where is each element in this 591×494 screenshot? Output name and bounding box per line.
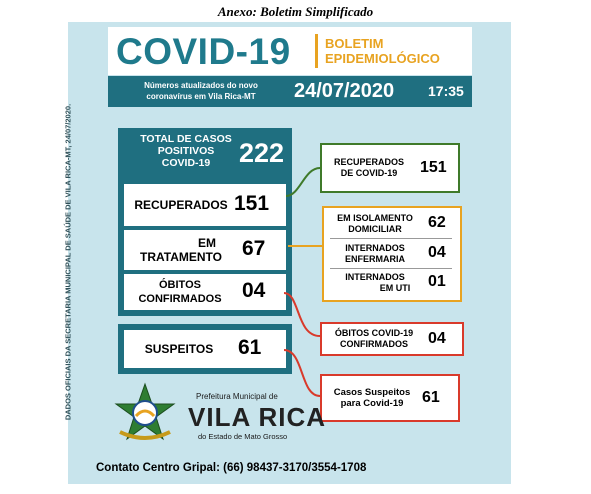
detail-recovered-value: 151: [420, 159, 447, 176]
detail-home-isolation-line2: DOMICILIAR: [348, 224, 402, 234]
report-date: 24/07/2020: [294, 80, 395, 102]
total-label-line2: POSITIVOS: [157, 145, 215, 157]
detail-icu-line2: EM UTI: [379, 283, 411, 293]
side-note-text: DADOS OFICIAIS DA SECRETARIA MUNICIPAL DE SAÚDE DE VILA RICA-MT, 24/07/2020.: [63, 103, 73, 421]
detail-icu-label: [328, 272, 422, 294]
detail-home-isolation-line1: EM ISOLAMENTO: [337, 213, 413, 223]
detail-home-isolation-value: 62: [428, 214, 446, 231]
detail-deaths-value: 04: [428, 330, 446, 347]
suspects-value: 61: [238, 336, 262, 359]
header-bulletin-line2: EPIDEMIOLÓGICO: [325, 51, 440, 66]
detail-deaths-line1: ÓBITOS COVID-19: [334, 328, 414, 338]
detail-suspects-line2: para Covid-19: [340, 398, 404, 409]
treatment-label-line2: TRATAMENTO: [140, 250, 222, 264]
detail-recovered-line2: DE COVID-19: [340, 168, 398, 178]
connector-deaths: [284, 293, 320, 336]
header-title: COVID-19: [116, 31, 291, 72]
detail-suspects: [320, 374, 460, 422]
detail-ward-line2: ENFERMARIA: [345, 254, 405, 264]
prefeitura-label: Prefeitura Municipal de: [196, 392, 278, 401]
recovered-label: RECUPERADOS: [134, 198, 228, 212]
connector-recovered: [286, 168, 320, 196]
detail-ward-value: 04: [428, 244, 446, 261]
total-label-line3: COVID-19: [161, 157, 211, 169]
detail-deaths-label: [326, 328, 422, 350]
report-time: 17:35: [428, 83, 464, 99]
detail-treatment: [322, 206, 462, 302]
detail-suspects-line1: Casos Suspeitos: [333, 387, 411, 398]
subheader-line1: Números atualizados do novo: [144, 81, 258, 90]
treatment-value: 67: [242, 237, 266, 260]
detail-recovered-line1: RECUPERADOS: [333, 157, 404, 167]
deaths-value: 04: [242, 279, 266, 302]
connector-suspects: [284, 350, 320, 396]
total-cases-value: 222: [239, 138, 285, 168]
detail-suspects-value: 61: [422, 389, 440, 406]
detail-ward-label: [328, 243, 422, 265]
detail-recovered-label: [326, 157, 412, 179]
detail-separator: [330, 268, 452, 269]
header-bulletin-line1: BOLETIM: [325, 36, 384, 51]
caption: Anexo: Boletim Simplificado: [217, 4, 374, 19]
detail-recovered: [320, 143, 460, 193]
detail-ward-line1: INTERNADOS: [345, 243, 405, 253]
deaths-label-line1: ÓBITOS: [159, 279, 201, 291]
detail-suspects-label: [328, 387, 416, 409]
detail-deaths-line2: CONFIRMADOS: [340, 339, 408, 349]
deaths-label-line2: CONFIRMADOS: [138, 293, 222, 305]
subheader-line2: coronavírus em Vila Rica-MT: [146, 92, 256, 101]
contact-line: Contato Centro Gripal: (66) 98437-3170/3554-1708: [96, 462, 367, 474]
total-label-line1: TOTAL DE CASOS: [140, 133, 232, 145]
suspects-label: SUSPEITOS: [144, 342, 214, 356]
detail-separator: [330, 238, 452, 239]
detail-home-isolation-label: [328, 213, 422, 235]
detail-icu-value: 01: [428, 273, 446, 290]
state-label: do Estado de Mato Grosso: [198, 432, 288, 441]
city-name: VILA RICA: [188, 402, 327, 432]
treatment-label-line1: EM: [198, 236, 216, 250]
detail-deaths: [320, 322, 464, 356]
coat-of-arms-icon: [112, 382, 178, 448]
recovered-value: 151: [234, 192, 270, 215]
detail-icu-line1: INTERNADOS: [345, 272, 405, 282]
